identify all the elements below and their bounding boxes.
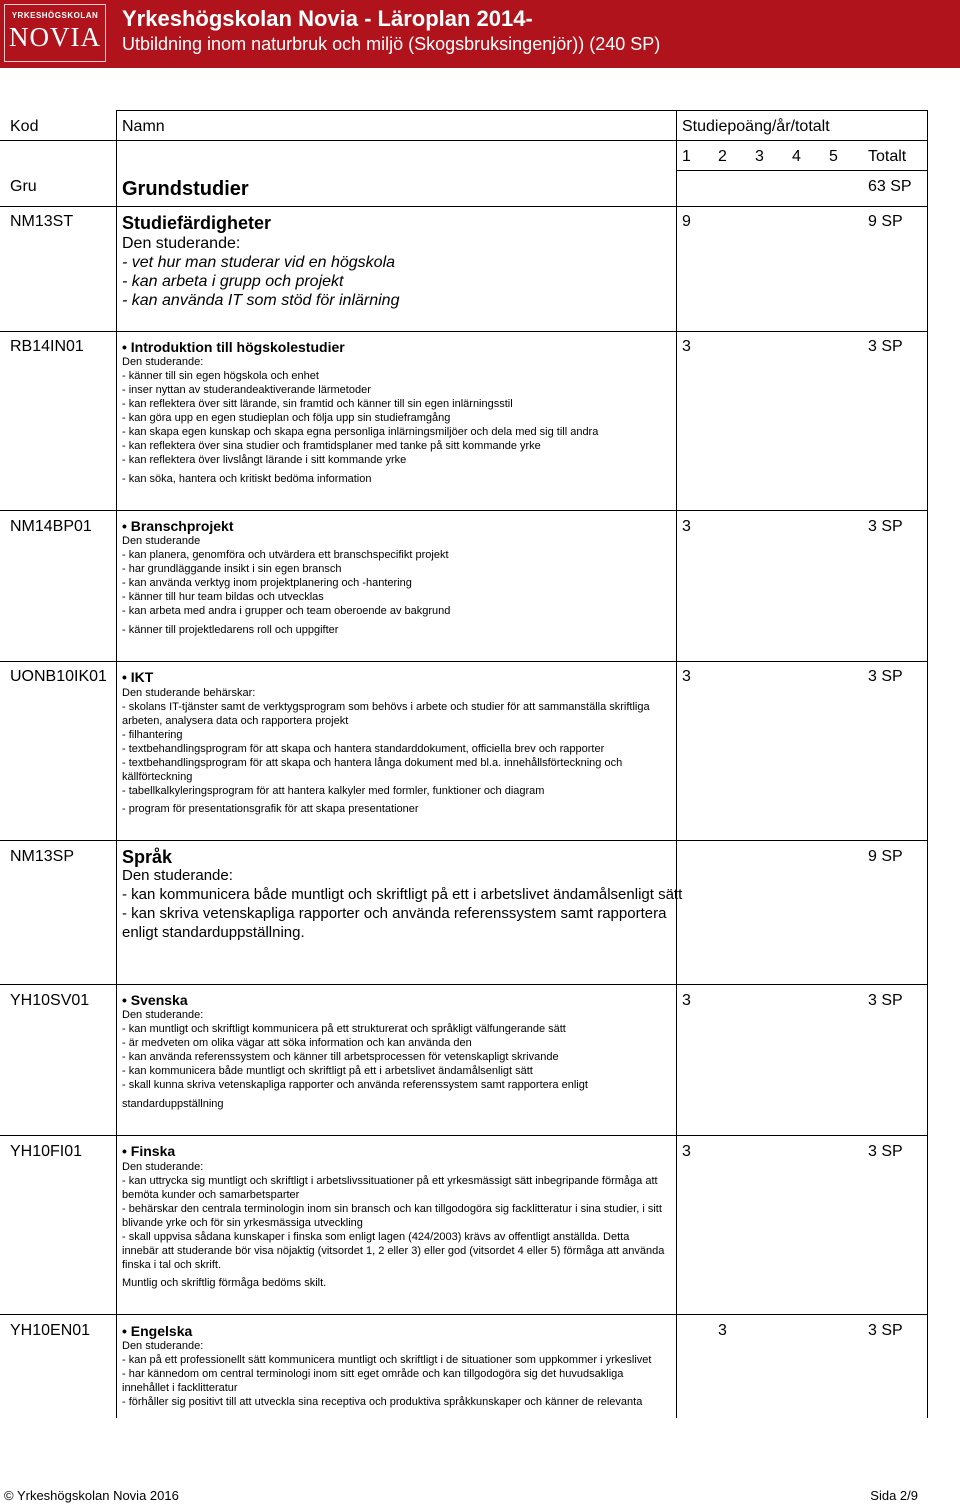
course-code: RB14IN01: [10, 338, 84, 355]
row-divider: [0, 140, 928, 141]
course-title: • IKT: [122, 669, 154, 685]
credits-year-1: 3: [682, 1143, 691, 1160]
credits-total: 3 SP: [868, 518, 903, 535]
description-last-line: - känner till projektledarens roll och uppgifter: [122, 624, 339, 636]
course-description: [122, 1339, 651, 1409]
column-divider: [927, 110, 928, 1418]
row-divider: [116, 110, 928, 111]
credits-total: 3 SP: [868, 992, 903, 1009]
description-line: - känner till sin egen högskola och enhet: [122, 370, 319, 382]
description-line: - har kännedom om central terminologi inom sitt eget område och kan tillgodogöra sig det huvudsakliga: [122, 1368, 624, 1380]
course-title: • Branschprojekt: [122, 518, 234, 534]
description-line: - kan använda verktyg inom projektplanering och -hantering: [122, 577, 412, 589]
description-line: Den studerande:: [122, 1009, 204, 1021]
document-title: Yrkeshögskolan Novia - Läroplan 2014-: [122, 6, 533, 31]
logo-main-text: NOVIA: [9, 22, 101, 52]
column-header-year-3: 3: [755, 148, 764, 165]
credits-year-1: 3: [682, 338, 691, 355]
description-line: innehållet i facklitteratur: [122, 1382, 238, 1394]
description-line: - textbehandlingsprogram för att skapa och hantera långa dokument med bl.a. innehållsförteckning och: [122, 757, 623, 769]
description-line: Den studerande:: [122, 1340, 204, 1352]
description-line: - kan använda referenssystem och känner till arbetsprocessen för vetenskapligt skrivande: [122, 1051, 559, 1063]
column-header-year-1: 1: [682, 148, 691, 165]
course-title: • Svenska: [122, 992, 188, 1008]
credits-year-1: 3: [682, 992, 691, 1009]
column-header-year-4: 4: [792, 148, 801, 165]
column-header-year-2: 2: [718, 148, 727, 165]
course-title: • Engelska: [122, 1323, 193, 1339]
column-header-totalt: Totalt: [868, 148, 907, 165]
course-code: YH10FI01: [10, 1143, 83, 1160]
description-line: - textbehandlingsprogram för att skapa och hantera standarddokument, officiella brev och rapporter: [122, 743, 605, 755]
description-line: Den studerande:: [122, 867, 233, 884]
description-line: källförteckning: [122, 771, 193, 783]
credits-year-1: 3: [682, 668, 691, 685]
gru-total: 63 SP: [868, 178, 912, 195]
credits-total: 3 SP: [868, 1322, 903, 1339]
course-code: NM14BP01: [10, 518, 92, 535]
row-divider: [676, 170, 928, 171]
row-divider: [0, 1135, 928, 1136]
description-last-line: standarduppställning: [122, 1098, 224, 1110]
description-line: - kan skriva vetenskapliga rapporter och använda referenssystem samt rapportera: [122, 905, 667, 922]
description-last-line: - kan söka, hantera och kritiskt bedöma information: [122, 473, 372, 485]
novia-logo: [4, 4, 106, 62]
description-line: - inser nyttan av studerandeaktiverande lärmetoder: [122, 384, 371, 396]
course-title-text: Engelska: [130, 1323, 193, 1339]
description-line: bemöta kunder och samarbetsparter: [122, 1189, 300, 1201]
description-line: Den studerande: [122, 535, 201, 547]
description-line: - kan reflektera över livslångt lärande i sitt kommande yrke: [122, 454, 407, 466]
description-line: - kan skapa egen kunskap och skapa egna personliga inlärningsmiljöer och dela med sig till andra: [122, 426, 599, 438]
description-last-line: - program för presentationsgrafik för att skapa presentationer: [122, 803, 419, 815]
row-divider: [0, 661, 928, 662]
description-last-line: Muntlig och skriftlig förmåga bedöms skilt.: [122, 1277, 327, 1289]
column-header-kod: Kod: [10, 118, 39, 135]
row-divider: [0, 331, 928, 332]
footer-copyright: © Yrkeshögskolan Novia 2016: [4, 1488, 179, 1503]
description-line: Den studerande:: [122, 235, 241, 252]
description-line: Den studerande behärskar:: [122, 687, 256, 699]
description-line: Den studerande:: [122, 356, 204, 368]
description-line: innebär att studerande bör visa nöjaktig (vitsordet 1, 2 eller 3) eller god (vitsordet 4 eller 5) förmåga att använda: [122, 1245, 665, 1257]
credits-year-1: 9: [682, 213, 691, 230]
description-line: - skolans IT-tjänster samt de verktygsprogram som behövs i arbete och studier för att sammanställa skriftliga: [122, 701, 650, 713]
course-description: [122, 1008, 588, 1092]
description-line: - kan muntligt och skriftligt kommunicera på ett strukturerat och språkligt välfungerande sätt: [122, 1023, 566, 1035]
credits-total: 9 SP: [868, 848, 903, 865]
course-description: [122, 866, 682, 942]
course-description: [122, 1160, 664, 1272]
description-line: - skall kunna skriva vetenskapliga rapporter och använda referenssystem samt rapportera enligt: [122, 1079, 588, 1091]
document-subtitle: Utbildning inom naturbruk och miljö (Skogsbruksingenjör)) (240 SP): [122, 34, 661, 54]
course-title-text: Branschprojekt: [130, 518, 234, 534]
column-header-year-5: 5: [829, 148, 838, 165]
description-line: - tabellkalkyleringsprogram för att hantera kalkyler med formler, funktioner och diagram: [122, 785, 545, 797]
course-code: YH10EN01: [10, 1322, 91, 1339]
row-divider: [0, 510, 928, 511]
description-line: - kan kommunicera både muntligt och skriftligt på ett i arbetslivet ändamålsenligt sätt: [122, 886, 683, 903]
course-title: • Introduktion till högskolestudier: [122, 339, 345, 355]
course-title-text: Introduktion till högskolestudier: [130, 339, 345, 355]
course-title-text: IKT: [130, 669, 154, 685]
course-description: [122, 234, 399, 310]
description-line: - kan arbeta i grupp och projekt: [122, 273, 344, 290]
gru-title: Grundstudier: [122, 178, 249, 200]
description-line: - kan reflektera över sitt lärande, sin framtid och känner till sin egen inlärningsstil: [122, 398, 513, 410]
course-title: Språk: [122, 847, 173, 867]
description-line: - vet hur man studerar vid en högskola: [122, 254, 396, 271]
column-divider: [116, 110, 117, 1418]
row-divider: [0, 206, 928, 207]
document-header: [0, 0, 960, 68]
column-header-namn: Namn: [122, 118, 165, 135]
row-divider: [0, 840, 928, 841]
description-line: - behärskar den centrala terminologin inom sin bransch och kan tillgodogöra sig facklitteratur i sina studier, i sitt: [122, 1203, 662, 1215]
course-title-text: Finska: [130, 1143, 176, 1159]
course-description: [122, 686, 650, 798]
description-line: - filhantering: [122, 729, 183, 741]
description-line: - förhåller sig positivt till att utveckla sina receptiva och produktiva språkkunskaper och känner de relevanta: [122, 1396, 643, 1408]
description-line: - kan göra upp en egen studieplan och följa upp sin studieframgång: [122, 412, 451, 424]
description-line: - kan kommunicera både muntligt och skriftligt på ett i arbetslivet ändamålsenligt sätt: [122, 1065, 533, 1077]
row-divider: [0, 1314, 928, 1315]
course-title: Studiefärdigheter: [122, 213, 272, 233]
column-header-studiepoang: Studiepoäng/år/totalt: [682, 118, 830, 135]
description-line: - skall uppvisa sådana kunskaper i finska som enligt lagen (424/2003) krävs av offentligt anställda. Detta: [122, 1231, 630, 1243]
description-line: - kan uttrycka sig muntligt och skriftligt i arbetslivssituationer på ett yrkesmässigt sätt inbegripande förmåga att: [122, 1175, 658, 1187]
row-divider: [0, 984, 928, 985]
description-line: Den studerande:: [122, 1161, 204, 1173]
description-line: enligt standarduppställning.: [122, 924, 305, 941]
description-line: - har grundläggande insikt i sin egen bransch: [122, 563, 342, 575]
course-code: YH10SV01: [10, 992, 90, 1009]
description-line: - kan planera, genomföra och utvärdera ett branschspecifikt projekt: [122, 549, 449, 561]
course-description: [122, 534, 450, 618]
course-title-text: Svenska: [130, 992, 188, 1008]
description-line: finska i tal och skrift.: [122, 1259, 222, 1271]
credits-total: 3 SP: [868, 338, 903, 355]
credits-year-1: 3: [682, 518, 691, 535]
course-description: [122, 355, 598, 467]
footer-page-number: Sida 2/9: [870, 1488, 918, 1503]
credits-total: 9 SP: [868, 213, 903, 230]
description-line: - kan reflektera över sina studier och framtidsplaner med tanke på sitt kommande yrke: [122, 440, 541, 452]
gru-code: Gru: [10, 178, 37, 195]
description-line: - kan använda IT som stöd för inlärning: [122, 292, 400, 309]
credits-total: 3 SP: [868, 1143, 903, 1160]
description-line: - känner till hur team bildas och utvecklas: [122, 591, 324, 603]
description-line: arbeten, analysera data och rapportera projekt: [122, 715, 349, 727]
course-code: UONB10IK01: [10, 668, 107, 685]
course-code: NM13SP: [10, 848, 75, 865]
course-title: • Finska: [122, 1143, 176, 1159]
description-line: - kan arbeta med andra i grupper och team oberoende av bakgrund: [122, 605, 451, 617]
description-line: - kan på ett professionellt sätt kommunicera muntligt och skriftligt i de situationer som uppkommer i yrkeslivet: [122, 1354, 652, 1366]
course-code: NM13ST: [10, 213, 74, 230]
column-divider: [676, 110, 677, 1418]
credits-year-2: 3: [718, 1322, 727, 1339]
description-line: blivande yrke och för sin yrkesmässiga utveckling: [122, 1217, 363, 1229]
logo-top-text: YRKESHÖGSKOLAN: [11, 11, 99, 20]
description-line: - är medveten om olika vägar att söka information och kan använda den: [122, 1037, 472, 1049]
credits-total: 3 SP: [868, 668, 903, 685]
